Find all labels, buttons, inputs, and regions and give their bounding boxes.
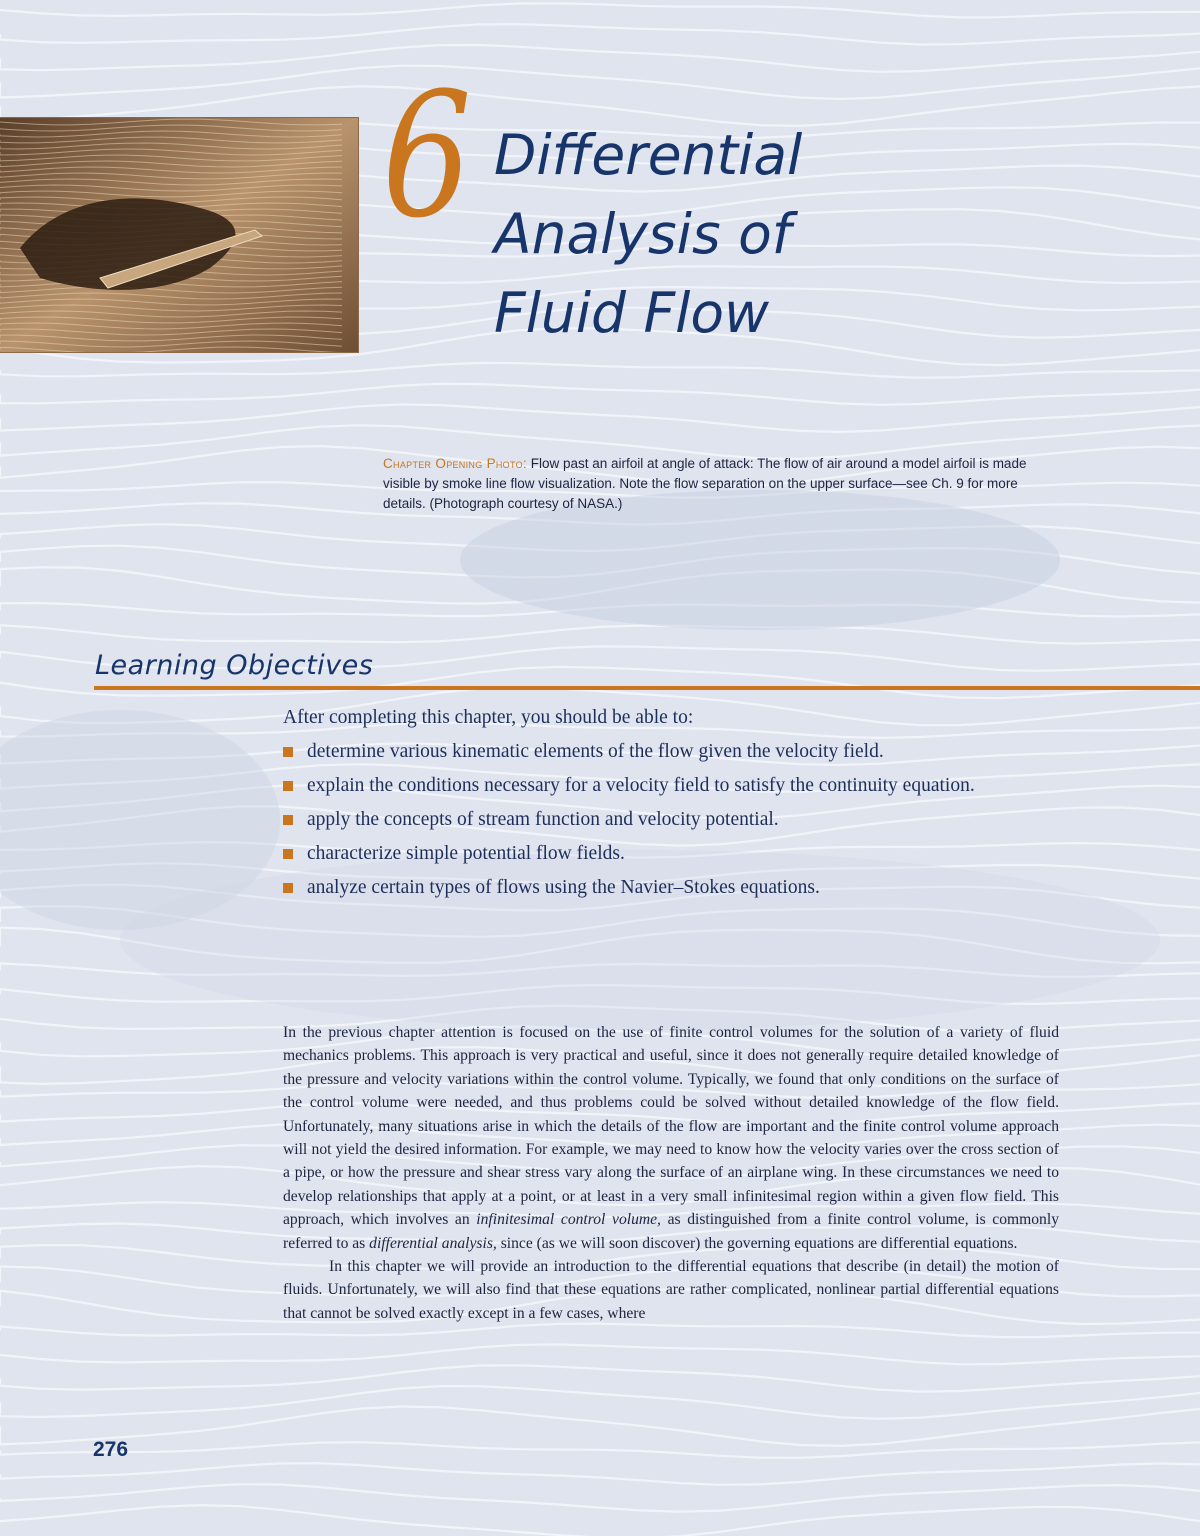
list-item bbox=[283, 806, 1043, 834]
objective-text: explain the conditions necessary for a velocity field to satisfy the continuity equation. bbox=[307, 775, 975, 796]
flow-line bbox=[0, 405, 1200, 433]
body-text-run: In the previous chapter attention is focused on the use of finite control volumes for the solution of a variety of fluid mechanics problems. This approach is very practical and useful, since it does not generally require detailed knowledge of the pressure and velocity variations within the control volume. Typically, we found that only conditions on the surface of the control volume were needed, and thus problems could be solved without detailed knowledge of the flow field. Unfortunately, many situations arise in which the details of the flow are important and the finite control volume approach will not yield the desired information. For example, we may need to know how the velocity varies over the cross section of a pipe, or how the pressure and shear stress vary along the surface of an airplane wing. In these circumstances we need to develop relationships that apply at a point, or at least in a very small infinitesimal region within a given flow field. This approach, which involves an bbox=[283, 1024, 1059, 1229]
emphasis-term: differential analysis, bbox=[369, 1234, 497, 1252]
flow-line bbox=[0, 1442, 1200, 1458]
page-number: 276 bbox=[93, 1438, 129, 1461]
caption-label: Chapter Opening Photo: bbox=[383, 456, 527, 471]
flow-line bbox=[0, 384, 1200, 405]
emphasis-term: infinitesimal control volume, bbox=[476, 1211, 661, 1229]
chapter-title-line: Differential bbox=[494, 123, 803, 187]
list-item bbox=[283, 874, 1043, 902]
flow-line bbox=[0, 45, 1200, 72]
chapter-title bbox=[494, 116, 1014, 353]
learning-objectives-list bbox=[283, 738, 1043, 908]
flow-line bbox=[0, 625, 1200, 643]
square-bullet-icon bbox=[283, 781, 293, 791]
flow-line bbox=[0, 1324, 1200, 1338]
square-bullet-icon bbox=[283, 815, 293, 825]
photo-caption bbox=[383, 454, 1063, 514]
flow-line bbox=[0, 3, 1200, 17]
objective-text: apply the concepts of stream function and velocity potential. bbox=[307, 809, 779, 830]
flow-line bbox=[0, 1386, 1200, 1419]
list-item bbox=[283, 738, 1043, 766]
caption-text: Flow past an airfoil at angle of attack: The flow of air around a model airfoil is made visible by smoke line flow visualization. Note the flow separation on the upper surface—see Ch. 9 for more details. (Photograph courtesy of NASA.) bbox=[383, 456, 1027, 511]
flow-line bbox=[0, 24, 1200, 44]
learning-objectives-intro: After completing this chapter, you should be able to: bbox=[283, 707, 694, 728]
flow-line bbox=[0, 1463, 1200, 1485]
chapter-opening-photo bbox=[0, 118, 358, 352]
chapter-title-line: Fluid Flow bbox=[494, 281, 769, 345]
section-divider bbox=[94, 686, 1200, 690]
learning-objectives-heading: Learning Objectives bbox=[95, 650, 374, 681]
flow-line bbox=[0, 1345, 1200, 1365]
objective-text: analyze certain types of flows using the Navier–Stokes equations. bbox=[307, 877, 820, 898]
objective-text: determine various kinematic elements of the flow given the velocity field. bbox=[307, 741, 884, 762]
chapter-number: 6 bbox=[382, 55, 472, 256]
square-bullet-icon bbox=[283, 849, 293, 859]
square-bullet-icon bbox=[283, 883, 293, 893]
flow-line bbox=[0, 66, 1200, 99]
list-item bbox=[283, 840, 1043, 868]
body-text-run: since (as we will soon discover) the governing equations are differential equations. bbox=[496, 1234, 1018, 1252]
flow-line bbox=[0, 1505, 1200, 1536]
objective-text: characterize simple potential flow fields. bbox=[307, 843, 625, 864]
flow-line bbox=[0, 1365, 1200, 1391]
chapter-title-line: Analysis of bbox=[494, 202, 792, 266]
body-text-run: as distinguished from a finite control volume, is commonly referred to as bbox=[283, 1211, 1059, 1252]
list-item bbox=[283, 772, 1043, 800]
body-text bbox=[283, 1021, 1059, 1325]
square-bullet-icon bbox=[283, 747, 293, 757]
body-paragraph: In this chapter we will provide an introduction to the differential equations that describe (in detail) the motion of fluids. Unfortunately, we will also find that these equations are rather complicated, nonlinear partial differential equations that cannot be solved exactly except in a few cases, where bbox=[283, 1258, 1059, 1322]
body-paragraph bbox=[283, 1021, 1059, 1255]
